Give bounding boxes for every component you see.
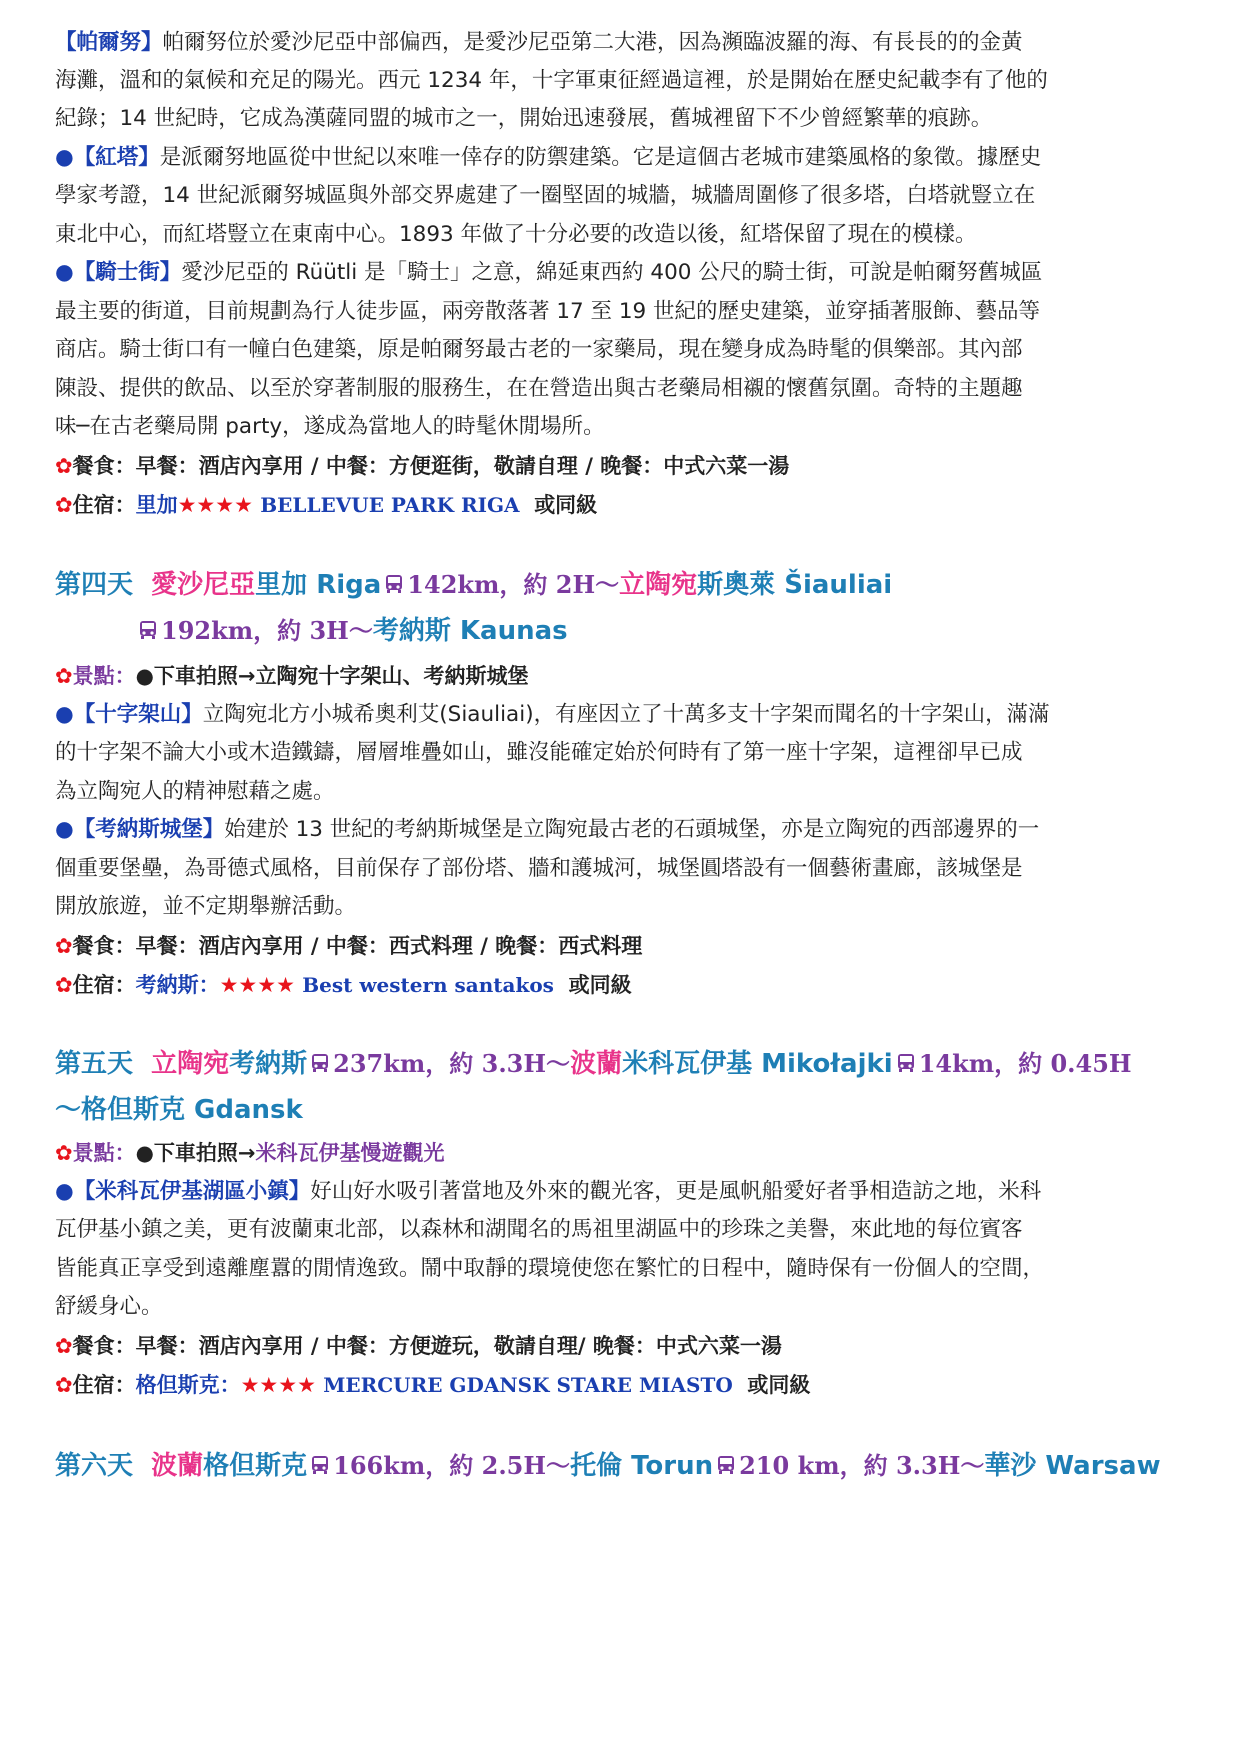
day6-label: 第六天: [55, 1451, 134, 1481]
star-icon: ★★★★: [177, 493, 253, 517]
cross-hill-text-1: 立陶宛北方小城希奧利艾(Siauliai)，有座因立了十萬多支十字架而聞名的十字架山，滿滿: [202, 702, 1050, 727]
mikolajki-title: 【米科瓦伊基湖區小鎮】: [73, 1179, 311, 1204]
knight-street-text-4: 陳設、提供的飲品、以至於穿著制服的服務生，在在營造出與古老藥局相襯的懷舊氛圍。奇特的主題趣: [55, 376, 1023, 401]
flower-icon: ✿: [55, 1373, 73, 1397]
cross-hill-line-1: [55, 700, 1195, 730]
hotel-suffix: 或同級: [747, 1373, 811, 1397]
mikolajki-text-3: 皆能真正享受到遠離塵囂的閒情逸致。鬧中取靜的環境使您在繁忙的日程中，隨時保有一份個人的空間，: [55, 1256, 1045, 1281]
hotel-label: 住宿：: [72, 973, 136, 997]
bus-icon: [716, 1448, 736, 1488]
day6-distance-1: 166km，約 2.5H～: [333, 1451, 571, 1480]
day5-label: 第五天: [55, 1049, 134, 1079]
day6-city-3: 華沙 Warsaw: [984, 1451, 1161, 1481]
cross-hill-line-3: [55, 777, 1195, 807]
red-tower-text-3: 東北中心，而紅塔豎立在東南中心。1893 年做了十分必要的改造以後，紅塔保留了現在的模樣。: [55, 222, 977, 247]
day5-city-3: ～格但斯克 Gdansk: [55, 1095, 303, 1125]
meal-label: 餐食：: [72, 1334, 136, 1358]
hotel-name: BELLEVUE PARK RIGA: [260, 493, 520, 517]
day5-country-1: 立陶宛: [151, 1049, 230, 1079]
day4-hotel-line: [55, 970, 1195, 1000]
cross-hill-title: 【十字架山】: [73, 702, 203, 727]
red-tower-line-3: [55, 220, 1195, 250]
parnu-line-1: [55, 28, 1195, 58]
day4-city-1: 里加 Riga: [255, 570, 382, 600]
day4-country-1: 愛沙尼亞: [151, 570, 256, 600]
cross-hill-line-2: [55, 738, 1195, 768]
knight-street-text-5: 味─在古老藥局開 party，遂成為當地人的時髦休閒場所。: [55, 414, 605, 439]
parnu-line-3: [55, 104, 1195, 134]
meal-label: 餐食：: [72, 934, 136, 958]
day4-meal-text: 早餐：酒店內享用 / 中餐：西式料理 / 晚餐：西式料理: [135, 934, 643, 958]
parnu-text-1: 帕爾努位於愛沙尼亞中部偏西，是愛沙尼亞第二大港，因為瀕臨波羅的海、有長長的的金黃: [162, 30, 1023, 55]
knight-street-line-4: [55, 374, 1195, 404]
hotel-label: 住宿：: [72, 1373, 136, 1397]
flower-icon: ✿: [55, 934, 73, 958]
day5-country-2: 波蘭: [570, 1049, 623, 1079]
kaunas-castle-line-3: [55, 892, 1195, 922]
bus-icon: [138, 613, 158, 653]
kaunas-castle-text-2: 個重要堡壘，為哥德式風格，目前保存了部份塔、牆和護城河，城堡圓塔設有一個藝術畫廊，該城堡是: [55, 856, 1023, 881]
hotel-city: 格但斯克：: [135, 1373, 241, 1397]
hotel-city: 里加: [135, 493, 178, 517]
parnu-line-2: [55, 66, 1195, 96]
hotel-name: MERCURE GDANSK STARE MIASTO: [323, 1373, 733, 1397]
day4-meal-line: [55, 931, 1195, 961]
day5-distance-1: 237km，約 3.3H～: [333, 1049, 571, 1078]
red-tower-text-2: 學家考證，14 世紀派爾努城區與外部交界處建了一圈堅固的城牆，城牆周圍修了很多塔，白塔就豎立在: [55, 183, 1036, 208]
knight-street-line-5: [55, 412, 1195, 442]
sight-label: 景點：: [72, 664, 136, 688]
day5-sight-line: [55, 1138, 1195, 1168]
day5-distance-2: 14km，約 0.45H: [918, 1049, 1132, 1078]
bullet-dot-icon: ●: [55, 145, 74, 170]
day5-heading-line-2: [55, 1090, 1205, 1130]
knight-street-title: 【騎士街】: [73, 260, 182, 285]
knight-street-text-3: 商店。騎士街口有一幢白色建築，原是帕爾努最古老的一家藥局，現在變身成為時髦的俱樂部。其內部: [55, 337, 1023, 362]
day4-sight-text: ●下車拍照→立陶宛十字架山、考納斯城堡: [135, 664, 529, 688]
hotel-suffix: 或同級: [534, 493, 598, 517]
knight-street-line-2: [55, 297, 1195, 327]
mikolajki-text-4: 舒緩身心。: [55, 1294, 163, 1319]
flower-icon: ✿: [55, 1334, 73, 1358]
kaunas-castle-text-1: 始建於 13 世紀的考納斯城堡是立陶宛最古老的石頭城堡，亦是立陶宛的西部邊界的一: [224, 817, 1040, 842]
red-tower-line-1: [55, 143, 1195, 173]
red-tower-line-2: [55, 181, 1195, 211]
day3-meal-line: [55, 451, 1195, 481]
day5-hotel-line: [55, 1370, 1195, 1400]
knight-street-text-2: 最主要的街道，目前規劃為行人徒步區，兩旁散落著 17 至 19 世紀的歷史建築，並穿插著服飾、藝品等: [55, 299, 1041, 324]
day6-heading-line-1: [55, 1446, 1205, 1488]
day5-heading-line-1: [55, 1044, 1205, 1086]
bullet-dot-icon: ●: [55, 817, 74, 842]
parnu-title: 【帕爾努】: [55, 30, 163, 55]
flower-icon: ✿: [55, 454, 73, 478]
bullet-dot-icon: ●: [55, 702, 74, 727]
bus-icon: [310, 1046, 330, 1086]
day6-city-1: 格但斯克: [203, 1451, 308, 1481]
day6-country-1: 波蘭: [151, 1451, 204, 1481]
day5-city-2: 米科瓦伊基 Mikołajki: [622, 1049, 893, 1079]
mikolajki-line-1: [55, 1177, 1195, 1207]
day5-meal-text: 早餐：酒店內享用 / 中餐：方便遊玩，敬請自理/ 晚餐：中式六菜一湯: [135, 1334, 782, 1358]
red-tower-text-1: 是派爾努地區從中世紀以來唯一倖存的防禦建築。它是這個古老城市建築風格的象徵。據歷史: [159, 145, 1042, 170]
kaunas-castle-text-3: 開放旅遊，並不定期舉辦活動。: [55, 894, 357, 919]
star-icon: ★★★★: [219, 973, 295, 997]
hotel-label: 住宿：: [72, 493, 136, 517]
bus-icon: [384, 567, 404, 607]
hotel-city: 考納斯：: [135, 973, 220, 997]
sight-label: 景點：: [72, 1141, 136, 1165]
cross-hill-text-3: 為立陶宛人的精神慰藉之處。: [55, 779, 335, 804]
day4-heading-line-2: [135, 611, 1241, 653]
knight-street-line-1: [55, 258, 1195, 288]
flower-icon: ✿: [55, 973, 73, 997]
parnu-text-2: 海灘，溫和的氣候和充足的陽光。西元 1234 年，十字軍東征經過這裡，於是開始在歷史紀載李有了他的: [55, 68, 1048, 93]
bus-icon: [896, 1046, 916, 1086]
day4-city-3: 考納斯 Kaunas: [372, 616, 568, 646]
day5-sight-text: ●下車拍照→: [135, 1141, 256, 1165]
day6-distance-2: 210 km，約 3.3H～: [739, 1451, 985, 1480]
kaunas-castle-line-1: [55, 815, 1195, 845]
bus-icon: [310, 1448, 330, 1488]
bullet-dot-icon: ●: [55, 1179, 74, 1204]
flower-icon: ✿: [55, 664, 73, 688]
flower-icon: ✿: [55, 1141, 73, 1165]
day5-city-1: 考納斯: [229, 1049, 308, 1079]
day4-heading-line-1: [55, 565, 1205, 607]
day3-meal-text: 早餐：酒店內享用 / 中餐：方便逛街，敬請自理 / 晚餐：中式六菜一湯: [135, 454, 790, 478]
day4-distance-1: 142km，約 2H～: [407, 570, 620, 599]
day4-label: 第四天: [55, 570, 134, 600]
star-icon: ★★★★: [240, 1373, 316, 1397]
parnu-text-3: 紀錄；14 世紀時，它成為漢薩同盟的城市之一，開始迅速發展，舊城裡留下不少曾經繁華的痕跡。: [55, 106, 993, 131]
day5-meal-line: [55, 1331, 1195, 1361]
cross-hill-text-2: 的十字架不論大小或木造鐵鑄，層層堆疊如山，雖沒能確定始於何時有了第一座十字架，這裡卻早已成: [55, 740, 1023, 765]
hotel-suffix: 或同級: [568, 973, 632, 997]
mikolajki-line-3: [55, 1254, 1195, 1284]
mikolajki-line-4: [55, 1292, 1195, 1322]
mikolajki-text-1: 好山好水吸引著當地及外來的觀光客，更是風帆船愛好者爭相造訪之地，米科: [310, 1179, 1042, 1204]
mikolajki-text-2: 瓦伊基小鎮之美，更有波蘭東北部，以森林和湖聞名的馬祖里湖區中的珍珠之美譽，來此地的每位賓客: [55, 1217, 1023, 1242]
day4-distance-2: 192km，約 3H～: [161, 616, 373, 645]
day3-hotel-line: [55, 490, 1195, 520]
hotel-name: Best western santakos: [302, 973, 554, 997]
knight-street-text-1: 愛沙尼亞的 Rüütli 是「騎士」之意，綿延東西約 400 公尺的騎士街，可說是帕爾努舊城區: [181, 260, 1043, 285]
bullet-dot-icon: ●: [55, 260, 74, 285]
meal-label: 餐食：: [72, 454, 136, 478]
kaunas-castle-title: 【考納斯城堡】: [73, 817, 225, 842]
mikolajki-line-2: [55, 1215, 1195, 1245]
red-tower-title: 【紅塔】: [73, 145, 160, 170]
day4-city-2: 斯奧萊 Šiauliai: [697, 570, 893, 600]
day4-country-2: 立陶宛: [619, 570, 698, 600]
kaunas-castle-line-2: [55, 854, 1195, 884]
day6-city-2: 托倫 Torun: [570, 1451, 714, 1481]
flower-icon: ✿: [55, 493, 73, 517]
day5-sight-highlight: 米科瓦伊基慢遊觀光: [255, 1141, 445, 1165]
day4-sight-line: [55, 661, 1195, 691]
knight-street-line-3: [55, 335, 1195, 365]
